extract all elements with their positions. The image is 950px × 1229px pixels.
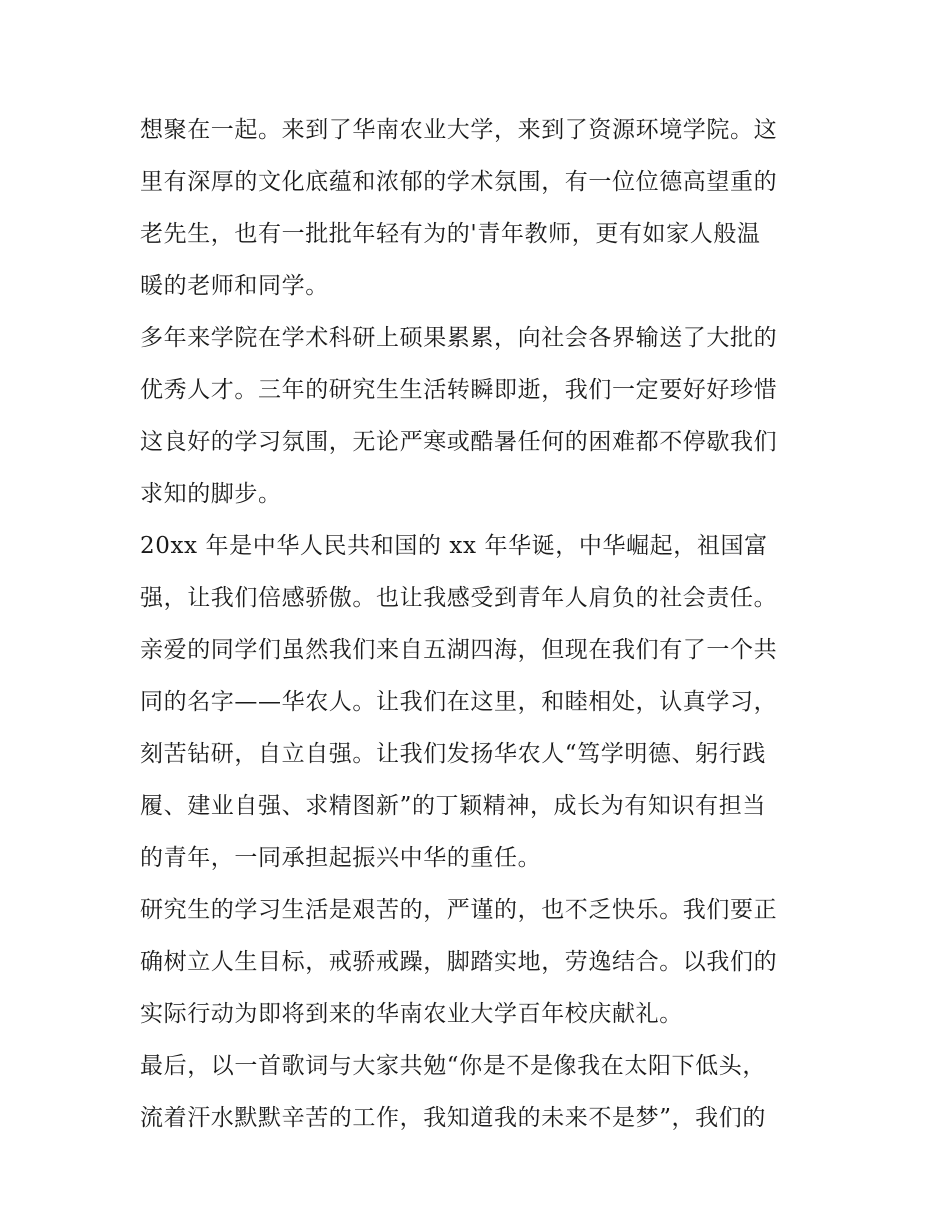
text-line: 流着汗水默默辛苦的工作，我知道我的未来不是梦”，我们的 xyxy=(140,1105,766,1131)
text-line: 强，让我们倍感骄傲。也让我感受到青年人肩负的社会责任。 xyxy=(140,585,778,611)
text-line: 同的名字——华农人。让我们在这里，和睦相处，认真学习， xyxy=(140,689,778,715)
text-line: 求知的脚步。 xyxy=(140,481,282,507)
document-body xyxy=(140,104,820,1144)
text-line: 优秀人才。三年的研究生生活转瞬即逝，我们一定要好好珍惜 xyxy=(140,377,778,403)
text-line: 想聚在一起。来到了华南农业大学，来到了资源环境学院。这 xyxy=(140,117,778,143)
text-line: 实际行动为即将到来的华南农业大学百年校庆献礼。 xyxy=(140,1001,683,1027)
text-line: 刻苦钻研，自立自强。让我们发扬华农人“笃学明德、躬行践 xyxy=(140,741,766,767)
text-line: 履、建业自强、求精图新”的丁颖精神，成长为有知识有担当 xyxy=(140,793,766,819)
text-line: 确树立人生目标，戒骄戒躁，脚踏实地，劳逸结合。以我们的 xyxy=(140,949,778,975)
text-line: 20xx 年是中华人民共和国的 xx 年华诞，中华崛起，祖国富 xyxy=(140,533,768,559)
text-line: 多年来学院在学术科研上硕果累累，向社会各界输送了大批的 xyxy=(140,325,778,351)
text-line: 研究生的学习生活是艰苦的，严谨的，也不乏快乐。我们要正 xyxy=(140,897,778,923)
text-line: 这良好的学习氛围，无论严寒或酷暑任何的困难都不停歇我们 xyxy=(140,429,778,455)
text-line: 暖的老师和同学。 xyxy=(140,273,329,299)
text-line: 的青年，一同承担起振兴中华的重任。 xyxy=(140,845,542,871)
text-line: 老先生，也有一批批年轻有为的'青年教师，更有如家人般温 xyxy=(140,221,761,247)
text-line: 最后，以一首歌词与大家共勉“你是不是像我在太阳下低头， xyxy=(140,1053,766,1079)
text-line: 亲爱的同学们虽然我们来自五湖四海，但现在我们有了一个共 xyxy=(140,637,778,663)
text-line: 里有深厚的文化底蕴和浓郁的学术氛围，有一位位德高望重的 xyxy=(140,169,778,195)
